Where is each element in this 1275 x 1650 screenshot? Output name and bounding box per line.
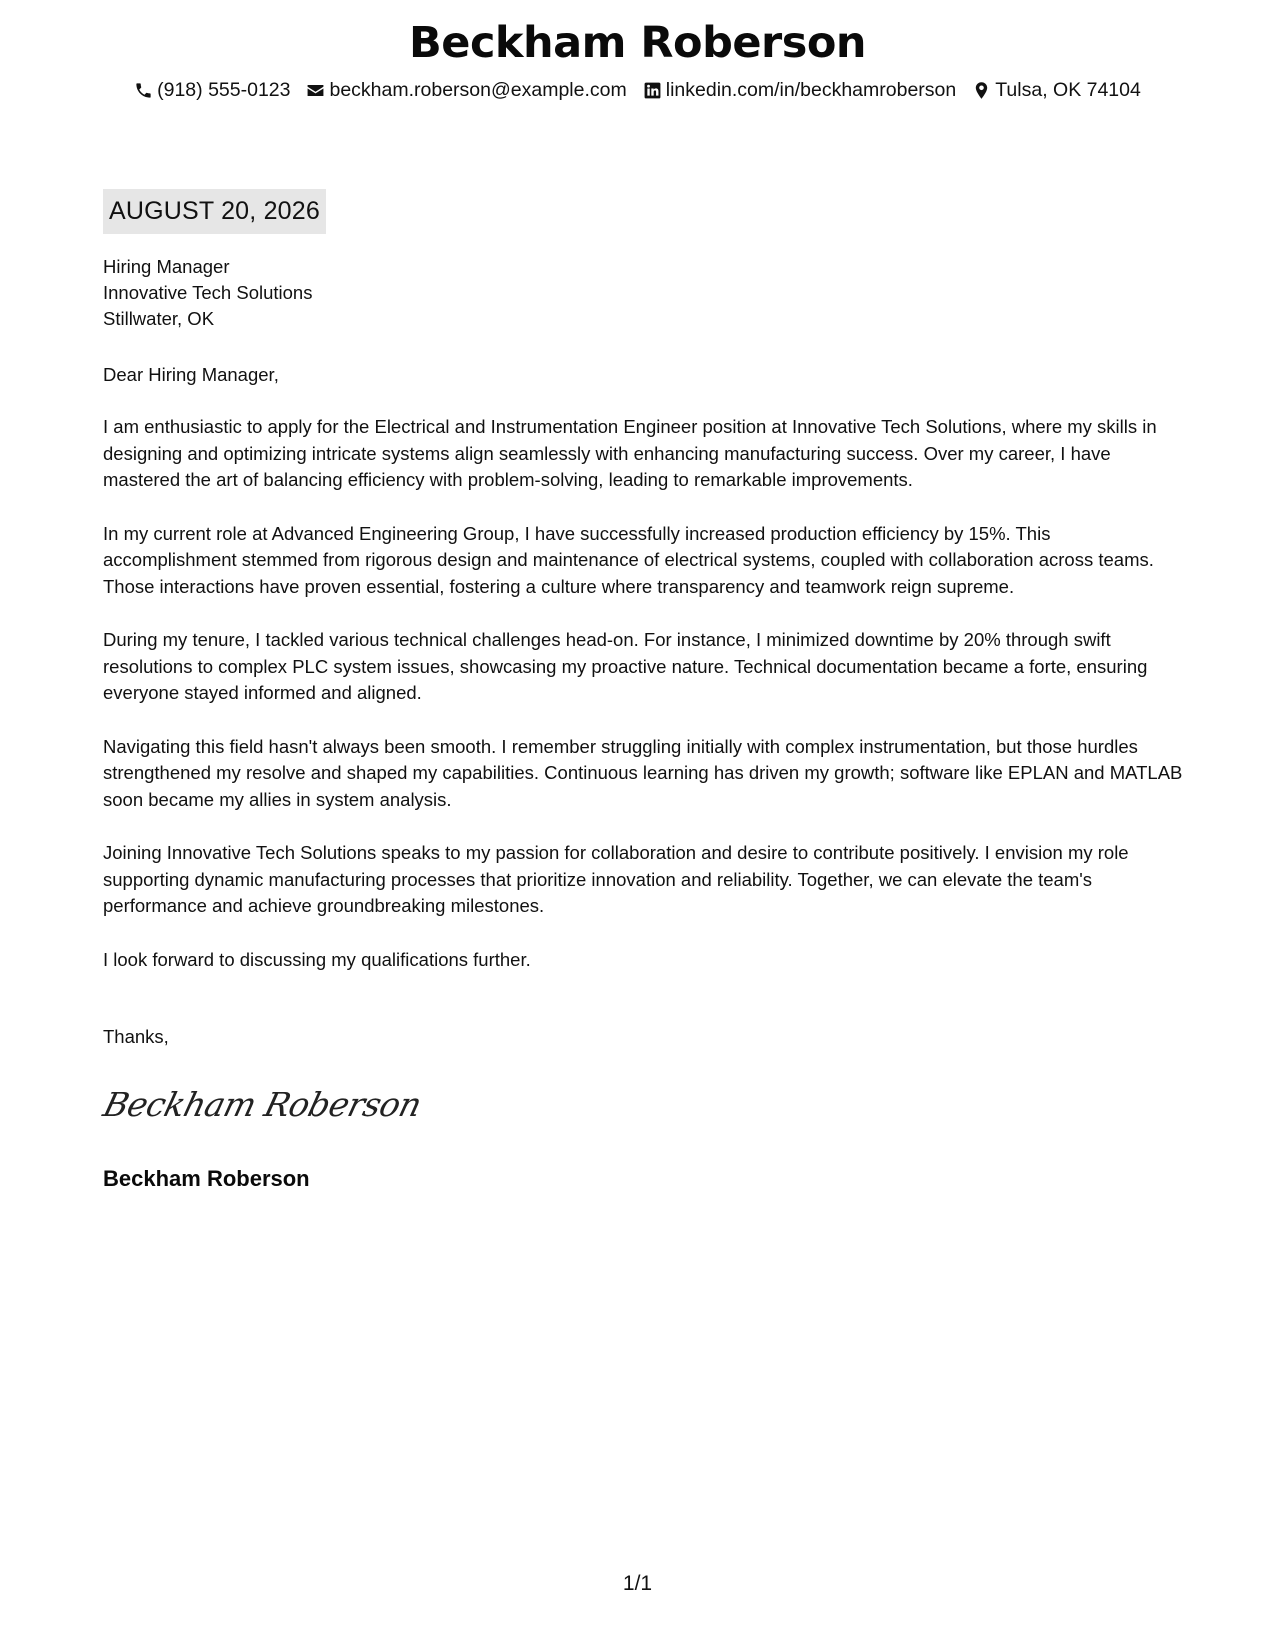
contact-linkedin [643,79,956,102]
linkedin-icon [643,81,662,100]
location-text: Tulsa, OK 74104 [995,79,1141,101]
map-pin-icon [972,81,991,100]
applicant-name: Beckham Roberson [409,18,866,68]
recipient-title: Hiring Manager [103,256,230,277]
contact-location [972,79,1141,102]
phone-text: (918) 555-0123 [157,79,291,101]
contact-bar [0,79,1275,102]
email-text: beckham.roberson@example.com [329,79,627,101]
closing: Thanks, [103,1026,169,1047]
letter-body [103,414,1183,973]
handwritten-signature [99,1078,426,1130]
salutation: Dear Hiring Manager, [103,364,279,385]
recipient-block [103,254,312,332]
letter-date: AUGUST 20, 2026 [103,189,326,234]
signature-glyphs: Beckham Roberson [99,1085,426,1124]
body-paragraph: Navigating this field hasn't always been smooth. I remember struggling initially with complex instrumentation, but those hurdles strengthened my resolve and shaped my capabilities. Continuous learning has driven my growth; software like EPLAN and MATLAB soon became my allies in system analysis. [103,735,1183,810]
body-paragraph: I look forward to discussing my qualifications further. [103,948,531,970]
body-paragraph: I am enthusiastic to apply for the Electrical and Instrumentation Engineer position at Innovative Tech Solutions, where my skills in designing and optimizing intricate systems align seamlessly with enhancing manufacturing success. Over my career, I have mastered the art of balancing efficiency with problem-solving, leading to remarkable improvements. [103,416,1157,490]
recipient-location: Stillwater, OK [103,308,215,329]
linkedin-text: linkedin.com/in/beckhamroberson [665,79,957,101]
page-indicator: 1/1 [622,1572,653,1595]
signer-name: Beckham Roberson [103,1166,310,1191]
body-paragraph: Joining Innovative Tech Solutions speaks to my passion for collaboration and desire to contribute positively. I envision my role supporting dynamic manufacturing processes that prioritize innovation and reliability. Together, we can elevate the team's performance and achieve groundbreaking milestones. [103,842,1129,916]
recipient-company: Innovative Tech Solutions [103,282,313,303]
contact-email [306,79,626,102]
contact-phone [134,79,290,102]
body-paragraph: During my tenure, I tackled various technical challenges head-on. For instance, I minimized downtime by 20% through swift resolutions to complex PLC system issues, showcasing my proactive nature. Technical documentation became a forte, ensuring everyone stayed informed and aligned. [103,629,1148,703]
phone-icon [134,81,153,100]
body-paragraph: In my current role at Advanced Engineering Group, I have successfully increased production efficiency by 15%. This accomplishment stemmed from rigorous design and maintenance of electrical systems, coupled with collaboration across teams. Those interactions have proven essential, fostering a culture where transparency and teamwork reign supreme. [103,522,1154,597]
envelope-icon [306,81,325,100]
